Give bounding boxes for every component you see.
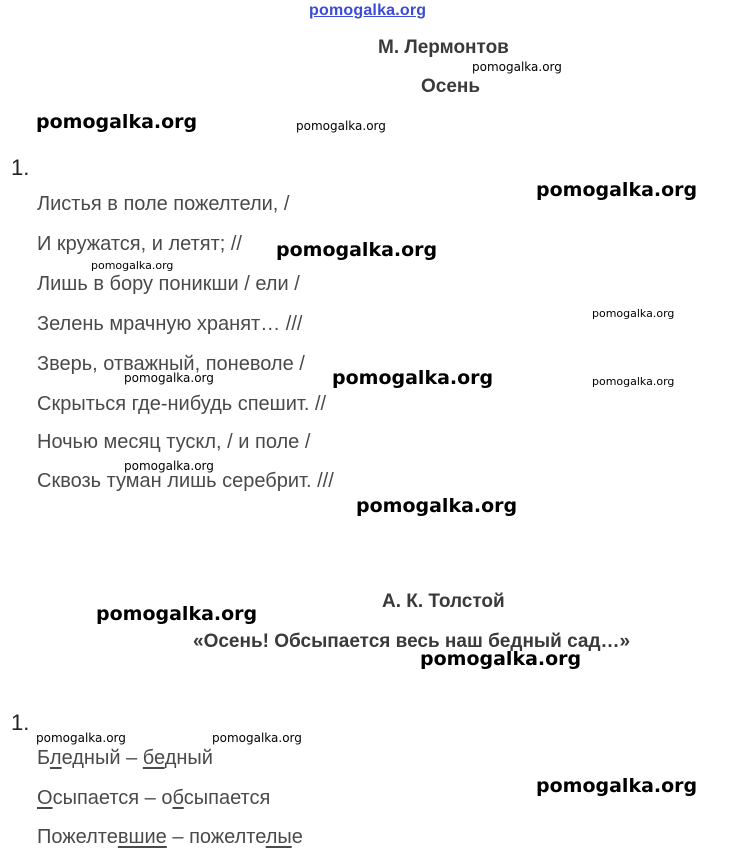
word-part: о xyxy=(161,787,173,809)
watermark: pomogalka.org xyxy=(124,459,214,473)
word-part: ный xyxy=(176,747,213,769)
word-part: Б xyxy=(37,747,50,769)
underlined-part: вшие xyxy=(117,826,167,848)
author-heading: А. К. Толстой xyxy=(382,591,505,612)
watermark: pomogalka.org xyxy=(36,111,198,133)
author-heading: М. Лермонтов xyxy=(378,37,509,58)
watermark: pomogalka.org xyxy=(212,731,302,745)
poem-line: Зверь, отважный, поневоле / xyxy=(37,353,305,375)
poem-line: И кружатся, и летят; // xyxy=(37,233,242,255)
underlined-part: б xyxy=(172,787,184,809)
header-watermark: pomogalka.org xyxy=(309,2,427,19)
watermark: pomogalka.org xyxy=(592,375,675,388)
watermark: pomogalka.org xyxy=(36,731,126,745)
word-pair xyxy=(37,747,213,770)
exercise-number: 1. xyxy=(11,710,30,735)
word-part: сыпается xyxy=(52,787,140,809)
word-pair xyxy=(37,826,303,849)
watermark: pomogalka.org xyxy=(332,367,494,389)
watermark: pomogalka.org xyxy=(276,239,438,261)
watermark: pomogalka.org xyxy=(91,259,174,272)
watermark: pomogalka.org xyxy=(124,371,214,385)
poem-line: Листья в поле пожелтели, / xyxy=(37,193,290,215)
word-part: сыпается xyxy=(183,787,271,809)
word-part: пожелте xyxy=(189,826,266,848)
dash-separator: – xyxy=(120,747,143,769)
watermark: pomogalka.org xyxy=(536,775,698,797)
watermark: pomogalka.org xyxy=(296,119,386,133)
poem-title: «Осень! Обсыпается весь наш бедный сад…» xyxy=(193,631,631,652)
dash-separator: – xyxy=(139,787,162,809)
watermark: pomogalka.org xyxy=(472,60,562,74)
underlined-part: л xyxy=(49,747,62,769)
watermark: pomogalka.org xyxy=(420,648,582,670)
poem-line: Зелень мрачную хранят… /// xyxy=(37,313,303,335)
poem-line: Ночью месяц тускл, / и поле / xyxy=(37,431,311,453)
watermark: pomogalka.org xyxy=(536,179,698,201)
underlined-part: бе xyxy=(142,747,165,769)
watermark: pomogalka.org xyxy=(592,307,675,320)
poem-line: Сквозь туман лишь серебрит. /// xyxy=(37,470,334,492)
underlined-part: лы xyxy=(265,826,292,848)
poem-line: Лишь в бору поникши / ели / xyxy=(37,273,300,295)
watermark: pomogalka.org xyxy=(356,495,518,517)
watermark: pomogalka.org xyxy=(96,603,258,625)
exercise-number: 1. xyxy=(11,155,30,180)
poem-title: Осень xyxy=(421,76,481,97)
word-part: Пожелте xyxy=(37,826,118,848)
word-part: едный xyxy=(61,747,121,769)
dash-separator: – xyxy=(166,826,190,848)
word-part: е xyxy=(291,826,303,848)
poem-line: Скрыться где-нибудь спешит. // xyxy=(37,393,327,415)
word-part: д xyxy=(164,747,177,769)
underlined-part: О xyxy=(37,787,53,809)
word-pair xyxy=(37,787,270,810)
